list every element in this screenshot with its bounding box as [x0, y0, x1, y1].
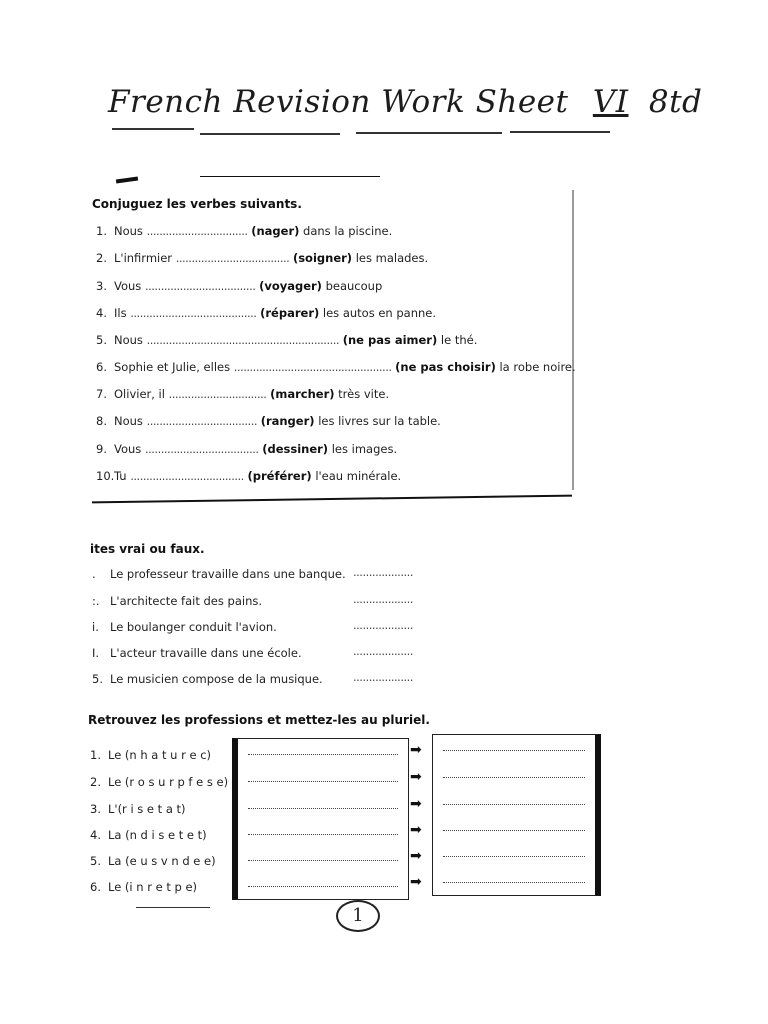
prof-item-5: 5. La (e u s v n d e e) — [90, 854, 216, 868]
conj-item-8: 8. Nous ................................... (ranger) les livres sur la table. — [96, 414, 441, 428]
vf-item-3: i. Le boulanger conduit l'avion. — [92, 620, 277, 634]
title-underline-3 — [356, 132, 502, 134]
vf-answer-4: ................... — [353, 644, 413, 658]
conj-item-6: 6. Sophie et Julie, elles .................................................. (ne pas choisir) la robe noire. — [96, 360, 576, 374]
answer-line — [248, 807, 398, 809]
prof-item-1: 1. Le (n h a t u r e c) — [90, 748, 212, 762]
prof-item-6: 6. Le (i n r e t p e) — [90, 880, 198, 894]
title-text: French Revision Work Sheet — [108, 84, 569, 120]
arrow-right-icon: ➡ — [410, 796, 422, 812]
section2-heading: ites vrai ou faux. — [90, 542, 205, 556]
section1-heading: Conjuguez les verbes suivants. — [92, 197, 302, 211]
vf-item-2: :. L'architecte fait des pains. — [92, 594, 262, 608]
answer-line — [248, 833, 398, 835]
answer-line — [443, 881, 585, 883]
conj-item-9: 9. Vous .................................... (dessiner) les images. — [96, 442, 398, 456]
prof-item-2: 2. Le (r o s u r p f e s e) — [90, 775, 229, 789]
prof-item-3: 3. L'(r i s e t a t) — [90, 802, 186, 816]
arrow-right-icon: ➡ — [410, 822, 422, 838]
page-number: 1 — [336, 900, 380, 932]
conj-item-2: 2. L'infirmier .................................... (soigner) les malades. — [96, 251, 429, 265]
scan-torn-edge — [92, 495, 572, 504]
arrow-right-icon: ➡ — [410, 769, 422, 785]
arrow-right-icon: ➡ — [410, 848, 422, 864]
prof-item-4: 4. La (n d i s e t e t) — [90, 828, 207, 842]
answer-line — [248, 859, 398, 861]
scan-edge — [572, 190, 574, 490]
conj-item-3: 3. Vous ................................... (voyager) beaucoup — [96, 279, 383, 293]
answer-line — [443, 829, 585, 831]
vf-item-1: . Le professeur travaille dans une banque. — [92, 567, 346, 581]
conj-item-1: 1. Nous ................................ (nager) dans la piscine. — [96, 224, 393, 238]
answer-line — [248, 780, 398, 782]
section3-heading: Retrouvez les professions et mettez-les au pluriel. — [88, 713, 430, 727]
title-underline-1 — [112, 128, 194, 130]
footer-line — [136, 907, 210, 908]
answer-line — [443, 776, 585, 778]
vf-answer-3: ................... — [353, 618, 413, 632]
answer-box-plural — [432, 734, 601, 896]
vf-answer-2: ................... — [353, 592, 413, 606]
vf-item-5: 5. Le musicien compose de la musique. — [92, 672, 323, 686]
worksheet-title — [108, 84, 702, 120]
answer-line — [443, 749, 585, 751]
title-std: 8td — [648, 84, 703, 120]
vf-answer-1: ................... — [353, 565, 413, 579]
title-underline-2 — [200, 133, 340, 135]
scan-mark — [116, 176, 138, 183]
vf-answer-5: ................... — [353, 670, 413, 684]
conj-item-5: 5. Nous ............................................................. (ne pas aimer) le thé. — [96, 333, 478, 347]
scan-line — [200, 176, 380, 177]
answer-line — [443, 803, 585, 805]
answer-line — [248, 885, 398, 887]
arrow-right-icon: ➡ — [410, 874, 422, 890]
vf-item-4: I. L'acteur travaille dans une école. — [92, 646, 302, 660]
conj-item-4: 4. Ils ........................................ (réparer) les autos en panne. — [96, 306, 437, 320]
arrow-right-icon: ➡ — [410, 742, 422, 758]
answer-line — [248, 753, 398, 755]
answer-box-singular — [232, 738, 409, 900]
conj-item-10: 10.Tu .................................... (préférer) l'eau minérale. — [96, 469, 402, 483]
title-grade: VI — [592, 84, 629, 120]
conj-item-7: 7. Olivier, il ............................... (marcher) très vite. — [96, 387, 390, 401]
title-underline-4 — [510, 131, 610, 133]
answer-line — [443, 855, 585, 857]
